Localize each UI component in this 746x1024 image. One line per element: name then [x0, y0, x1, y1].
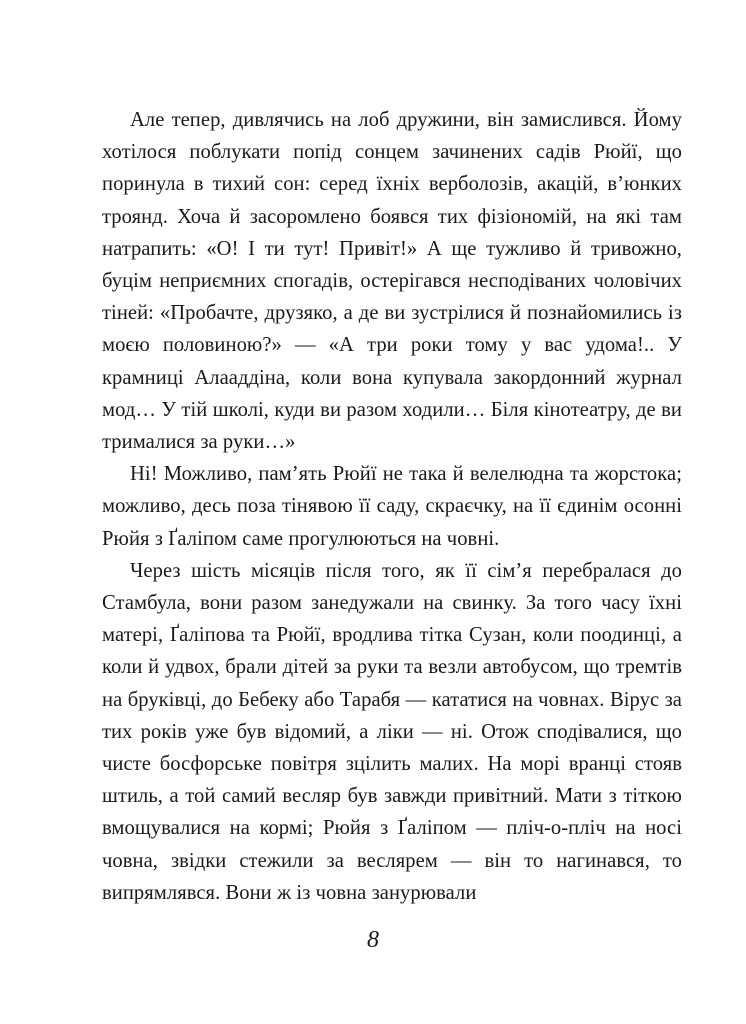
body-text — [102, 104, 682, 909]
paragraph-3: Через шість місяців після того, як її сім’я перебралася до Стамбула, вони разом занедужали на свинку. За того часу їхні матері, Ґаліпова та Рюйї, вродлива тітка Сузан, коли поодинці, а коли й удвох, брали дітей за руки та везли автобусом, що тремтів на бруківці, до Бебеку або Тарабя — кататися на човнах. Вірус за тих років уже був відомий, а ліки — ні. Отож сподівалися, що чисте босфорське повітря зцілить малих. На морі вранці стояв штиль, а той самий весляр був завжди привітний. Мати з тіткою вмощувалися на кормі; Рюйя з Ґаліпом — пліч-о-пліч на носі човна, звідки стежили за веслярем — він то нагинався, то випрямлявся. Вони ж із човна занурювали — [102, 559, 682, 904]
paragraph-2: Ні! Можливо, пам’ять Рюйї не така й велелюдна та жорстока; можливо, десь поза тінявою її саду, скраєчку, на її єдинім осонні Рюйя з Ґаліпом саме прогулюються на човні. — [102, 463, 682, 550]
paragraph-1: Але тепер, дивлячись на лоб дружини, він замислився. Йому хотілося поблукати попід сонцем зачинених садів Рюйї, що поринула в тихий сон: серед їхніх верболозів, акацій, в’юнких троянд. Хоча й засоромлено боявся тих фізіономій, на які там натрапить: «О! І ти тут! Привіт!» А ще тужливо й тривожно, буцім неприємних спогадів, остерігався несподіваних чоловічих тіней: «Пробачте, друзяко, а де ви зустрілися й познайомились із моєю половиною?» — «А три роки тому у вас удома!.. У крамниці Алааддіна, коли вона купувала закордонний журнал мод… У тій школі, куди ви разом ходили… Біля кінотеатру, де ви трималися за руки…» — [102, 109, 682, 454]
page-number: 8 — [367, 927, 379, 953]
